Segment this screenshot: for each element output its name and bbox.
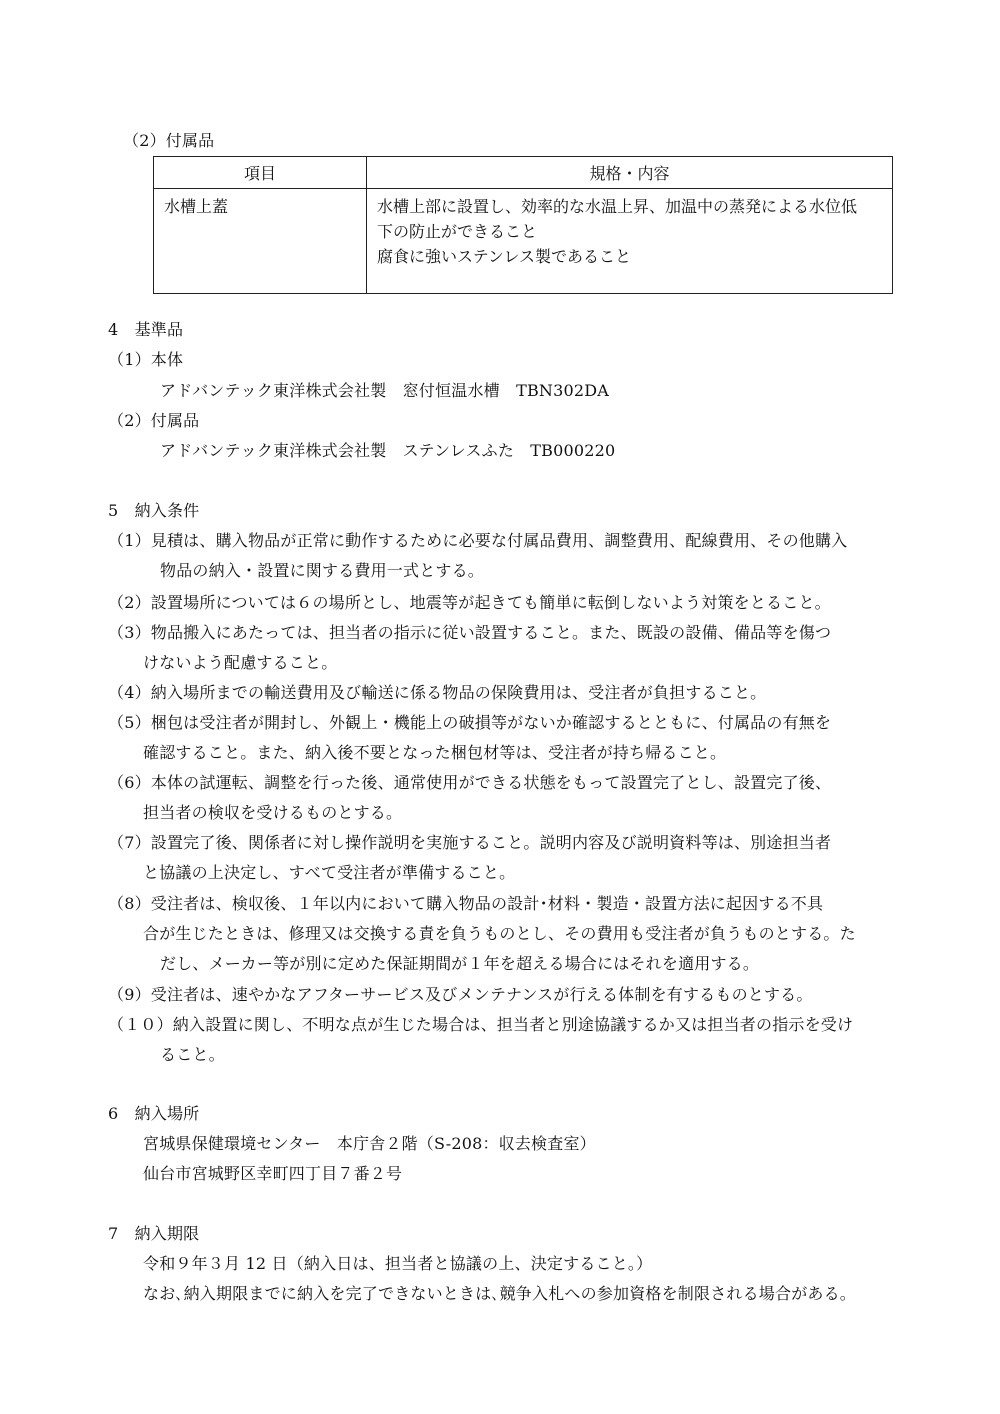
section4-sub2-text: アドバンテック東洋株式会社製 ステンレスふた TB000220 [160,441,616,460]
section6-heading: 6 納入場所 [108,1104,200,1123]
condition-line: （3）物品搬入にあたっては、担当者の指示に従い設置すること。また、既設の設備、備品等を傷つ [108,623,832,642]
item-name: 水槽上蓋 [164,197,229,216]
condition-line: 担当者の検収を受けるものとする。 [143,803,403,822]
table-header-item: 項目 [154,157,367,189]
condition-line: （8）受注者は、検収後、１年以内において購入物品の設計･材料・製造・設置方法に起因する不具 [108,894,824,913]
table-row [154,189,893,294]
section4-sub1-heading: （1）本体 [108,350,184,369]
spec-line: 下の防止ができること [377,222,538,241]
condition-line: 物品の納入・設置に関する費用一式とする。 [160,561,485,580]
delivery-address-street: 仙台市宮城野区幸町四丁目７番２号 [143,1164,403,1183]
spec-line: 腐食に強いステンレス製であること [377,247,632,266]
accessories-heading: （2）付属品 [123,131,215,150]
condition-line: 合が生じたときは、修理又は交換する責を負うものとし、その費用も受注者が負うものとする。た [143,924,856,943]
condition-line: （2）設置場所については６の場所とし、地震等が起きても簡単に転倒しないよう対策をとること。 [108,593,831,612]
condition-line: （1）見積は、購入物品が正常に動作するために必要な付属品費用、調整費用、配線費用、その他購入 [108,531,848,550]
section4-heading: 4 基準品 [108,320,184,339]
table-cell-item [154,189,367,294]
section5-heading: 5 納入条件 [108,501,200,520]
condition-line: （4）納入場所までの輸送費用及び輸送に係る物品の保険費用は、受注者が負担すること。 [108,683,767,702]
condition-line: （5）梱包は受注者が開封し、外観上・機能上の破損等がないか確認するとともに、付属品の有無を [108,713,832,732]
delivery-address-building: 宮城県保健環境センター 本庁舎２階（S-208：収去検査室） [143,1134,596,1153]
accessories-table [153,156,893,294]
condition-line: けないよう配慮すること。 [143,653,338,672]
table-header-spec: 規格・内容 [367,157,893,189]
section4-sub1-text: アドバンテック東洋株式会社製 窓付恒温水槽 TBN302DA [160,381,610,400]
section7-heading: 7 納入期限 [108,1224,200,1243]
condition-line: （9）受注者は、速やかなアフターサービス及びメンテナンスが行える体制を有するものとする。 [108,985,813,1004]
condition-line: だし、メーカー等が別に定めた保証期間が１年を超える場合にはそれを適用する。 [160,954,760,973]
section4-sub2-heading: （2）付属品 [108,411,200,430]
condition-line: （１０）納入設置に関し、不明な点が生じた場合は、担当者と別途協議するか又は担当者の指示を受け [108,1015,854,1034]
condition-line: 確認すること。また、納入後不要となった梱包材等は、受注者が持ち帰ること。 [143,743,727,762]
deadline-note: なお､納入期限までに納入を完了できないときは､競争入札への参加資格を制限される場合がある。 [143,1284,857,1303]
table-header-row [154,157,893,189]
condition-line: （7）設置完了後、関係者に対し操作説明を実施すること。説明内容及び説明資料等は、別途担当者 [108,833,832,852]
table-cell-spec [367,189,893,294]
deadline-date: 令和９年３月 12 日（納入日は、担当者と協議の上、決定すること。） [143,1254,653,1273]
condition-line: ること。 [160,1045,225,1064]
condition-line: と協議の上決定し、すべて受注者が準備すること。 [143,863,516,882]
condition-line: （6）本体の試運転、調整を行った後、通常使用ができる状態をもって設置完了とし、設置完了後、 [108,773,832,792]
spec-line: 水槽上部に設置し、効率的な水温上昇、加温中の蒸発による水位低 [377,197,858,216]
